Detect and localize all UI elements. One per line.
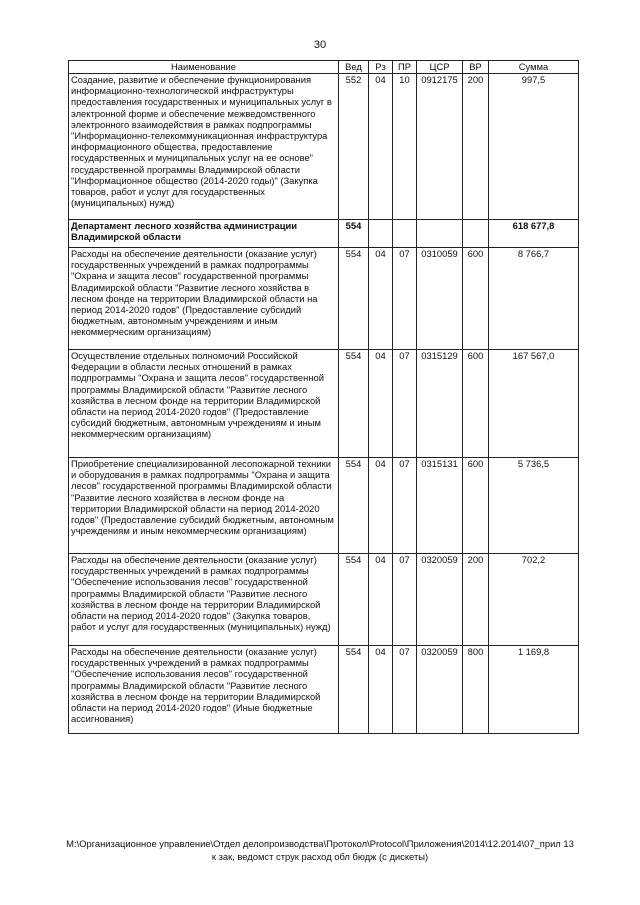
row-ved: 554	[339, 554, 369, 646]
row-csr	[417, 220, 463, 248]
row-pr: 07	[393, 350, 417, 458]
footer-line-1: M:\Организационное управление\Отдел делопроизводства\Протокол\Protocol\Приложения\2014\12.2014\07_прил 13	[66, 838, 574, 849]
row-sum: 1 169,8	[489, 646, 579, 734]
row-ved: 554	[339, 248, 369, 350]
row-vr: 600	[463, 458, 489, 554]
row-sum: 8 766,7	[489, 248, 579, 350]
row-sum: 618 677,8	[489, 220, 579, 248]
row-pr: 07	[393, 554, 417, 646]
table-row	[69, 248, 579, 350]
page-number: 30	[313, 39, 327, 51]
row-pr	[393, 220, 417, 248]
row-vr: 600	[463, 350, 489, 458]
header-vr: ВР	[463, 61, 489, 74]
row-name: Департамент лесного хозяйства администрации Владимирской области	[69, 220, 339, 248]
row-csr: 0320059	[417, 554, 463, 646]
row-rz	[369, 220, 393, 248]
row-ved: 554	[339, 220, 369, 248]
row-vr: 200	[463, 74, 489, 220]
row-vr: 200	[463, 554, 489, 646]
row-vr: 800	[463, 646, 489, 734]
table-row	[69, 458, 579, 554]
header-rz: Рз	[369, 61, 393, 74]
row-rz: 04	[369, 646, 393, 734]
row-csr: 0310059	[417, 248, 463, 350]
row-vr	[463, 220, 489, 248]
table-row	[69, 554, 579, 646]
budget-table	[68, 60, 579, 734]
row-rz: 04	[369, 248, 393, 350]
row-name: Расходы на обеспечение деятельности (оказание услуг) государственных учреждений в рамках подпрограммы "Обеспечение использования лесов" государственной программы Владимирской области "Развитие лесного хозяйства в лесном фонде на территории Владимирской области на период 2014-2020 годов" (Иные бюджетные ассигнования)	[69, 646, 339, 734]
row-ved: 554	[339, 350, 369, 458]
table-row	[69, 220, 579, 248]
header-pr: ПР	[393, 61, 417, 74]
row-ved: 554	[339, 646, 369, 734]
row-rz: 04	[369, 350, 393, 458]
row-ved: 552	[339, 74, 369, 220]
table-row	[69, 646, 579, 734]
table-row	[69, 74, 579, 220]
table-row	[69, 350, 579, 458]
header-ved: Вед	[339, 61, 369, 74]
row-csr: 0912175	[417, 74, 463, 220]
row-rz: 04	[369, 458, 393, 554]
row-pr: 10	[393, 74, 417, 220]
row-csr: 0320059	[417, 646, 463, 734]
row-name: Создание, развитие и обеспечение функционирования информационно-технологической инфраструктуры предоставления государственных и муниципальных услуг в электронной форме и обеспечение межведомственного электронного взаимодействия в рамках подпрограммы "Информационно-телекоммуникационная инфраструктура информационного общества, предоставление государственных и муниципальных услуг на ее основе" государственной программы Владимирской области "Информационное общество (2014-2020 годы)" (Закупка товаров, работ и услуг для государственных (муниципальных) нужд)	[69, 74, 339, 220]
row-name: Осуществление отдельных полномочий Российской Федерации в области лесных отношений в рамках подпрограммы "Охрана и защита лесов" государственной программы Владимирской области "Развитие лесного хозяйства в лесном фонде на территории Владимирской области на период 2014-2020 годов" (Предоставление субсидий бюджетным, автономным учреждениям и иным некоммерческим организациям)	[69, 350, 339, 458]
row-rz: 04	[369, 74, 393, 220]
table-header-row	[69, 61, 579, 74]
header-csr: ЦСР	[417, 61, 463, 74]
row-name: Расходы на обеспечение деятельности (оказание услуг) государственных учреждений в рамках подпрограммы "Обеспечение использования лесов" государственной программы Владимирской области "Развитие лесного хозяйства в лесном фонде на территории Владимирской области на период 2014-2020 годов" (Закупка товаров, работ и услуг для государственных (муниципальных) нужд)	[69, 554, 339, 646]
header-name: Наименование	[69, 61, 339, 74]
row-sum: 997,5	[489, 74, 579, 220]
row-csr: 0315129	[417, 350, 463, 458]
row-pr: 07	[393, 248, 417, 350]
footer-line-2: к зак, ведомст струк расход обл бюдж (с дискеты)	[211, 851, 429, 862]
row-name: Приобретение специализированной лесопожарной техники и оборудования в рамках подпрограммы "Охрана и защита лесов" государственной программы Владимирской области "Развитие лесного хозяйства в лесном фонде на территории Владимирской области на период 2014-2020 годов" (Предоставление субсидий бюджетным, автономным учреждениям и иным некоммерческим организациям)	[69, 458, 339, 554]
row-pr: 07	[393, 458, 417, 554]
row-csr: 0315131	[417, 458, 463, 554]
header-sum: Сумма	[489, 61, 579, 74]
row-sum: 702,2	[489, 554, 579, 646]
file-path-footer	[30, 837, 610, 863]
row-ved: 554	[339, 458, 369, 554]
row-sum: 167 567,0	[489, 350, 579, 458]
row-vr: 600	[463, 248, 489, 350]
row-rz: 04	[369, 554, 393, 646]
row-sum: 5 736,5	[489, 458, 579, 554]
row-pr: 07	[393, 646, 417, 734]
row-name: Расходы на обеспечение деятельности (оказание услуг) государственных учреждений в рамках подпрограммы "Охрана и защита лесов" государственной программы Владимирской области "Развитие лесного хозяйства в лесном фонде на территории Владимирской области на период 2014-2020 годов" (Предоставление субсидий бюджетным, автономным учреждениям и иным некоммерческим организациям)	[69, 248, 339, 350]
